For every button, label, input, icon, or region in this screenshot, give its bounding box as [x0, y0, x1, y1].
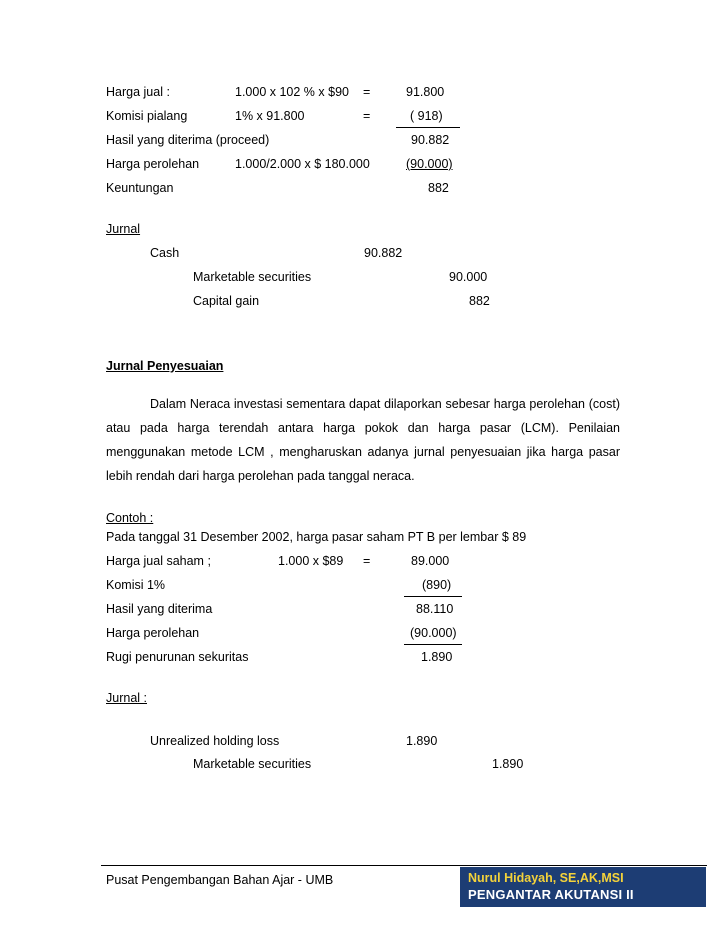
jurnal-heading: Jurnal — [106, 222, 141, 236]
row-label: Harga perolehan — [106, 157, 200, 171]
jurnal-heading: Jurnal : — [106, 691, 147, 705]
row-value: 90.882 — [411, 133, 450, 147]
row-value: ( 918) — [410, 109, 443, 123]
journal-credit: 1.890 — [492, 757, 524, 771]
footer-institution: Pusat Pengembangan Bahan Ajar - UMB — [106, 873, 334, 887]
journal-account: Capital gain — [193, 294, 260, 308]
row-label: Harga jual saham ; — [106, 554, 211, 568]
row-equals: = — [363, 109, 371, 123]
row-formula: 1.000/2.000 x $ 180.000 — [235, 157, 370, 171]
footer-badge — [460, 867, 706, 907]
journal-debit: 1.890 — [406, 734, 438, 748]
journal-account: Marketable securities — [193, 757, 312, 771]
row-label: Harga jual : — [106, 85, 170, 99]
row-value: 1.890 — [421, 650, 453, 664]
row-formula: 1.000 x 102 % x $90 — [235, 85, 349, 99]
journal-account: Unrealized holding loss — [150, 734, 280, 748]
row-label: Keuntungan — [106, 181, 174, 195]
row-formula: 1.000 x $89 — [278, 554, 344, 568]
section-paragraph — [106, 392, 620, 488]
row-label: Komisi 1% — [106, 578, 166, 592]
row-label: Komisi pialang — [106, 109, 188, 123]
row-value: 88.110 — [416, 602, 454, 616]
journal-account: Cash — [150, 246, 180, 260]
footer-author: Nurul Hidayah, SE,AK,MSI — [468, 871, 624, 885]
footer-course: PENGANTAR AKUTANSI II — [468, 887, 634, 902]
row-label: Hasil yang diterima (proceed) — [106, 133, 270, 147]
sum-rule — [404, 596, 462, 597]
row-label: Hasil yang diterima — [106, 602, 213, 616]
row-value: 89.000 — [411, 554, 450, 568]
example-heading: Contoh : — [106, 511, 154, 525]
paragraph-text: Dalam Neraca investasi sementara dapat dilaporkan sebesar harga perolehan (cost) atau pada harga terendah antara harga pokok dan harga pasar (LCM). Penilaian menggunakan metode LCM , mengharuskan adanya jurnal penyesuaian jika harga pasar lebih rendah dari harga perolehan pada tanggal neraca. — [106, 397, 620, 483]
row-value: (890) — [422, 578, 452, 592]
journal-credit: 882 — [469, 294, 490, 308]
sum-rule — [404, 644, 462, 645]
row-value: 882 — [428, 181, 449, 195]
journal-account: Marketable securities — [193, 270, 312, 284]
section-heading: Jurnal Penyesuaian — [106, 359, 224, 373]
footer-divider — [101, 865, 707, 866]
example-intro: Pada tanggal 31 Desember 2002, harga pasar saham PT B per lembar $ 89 — [106, 530, 527, 544]
row-value: (90.000) — [410, 626, 457, 640]
row-equals: = — [363, 554, 371, 568]
row-formula: 1% x 91.800 — [235, 109, 305, 123]
journal-debit: 90.882 — [364, 246, 403, 260]
row-value: 91.800 — [406, 85, 445, 99]
row-label: Harga perolehan — [106, 626, 200, 640]
row-equals: = — [363, 85, 371, 99]
sum-rule — [396, 127, 460, 128]
journal-credit: 90.000 — [449, 270, 488, 284]
row-value: (90.000) — [406, 157, 453, 171]
row-label: Rugi penurunan sekuritas — [106, 650, 249, 664]
